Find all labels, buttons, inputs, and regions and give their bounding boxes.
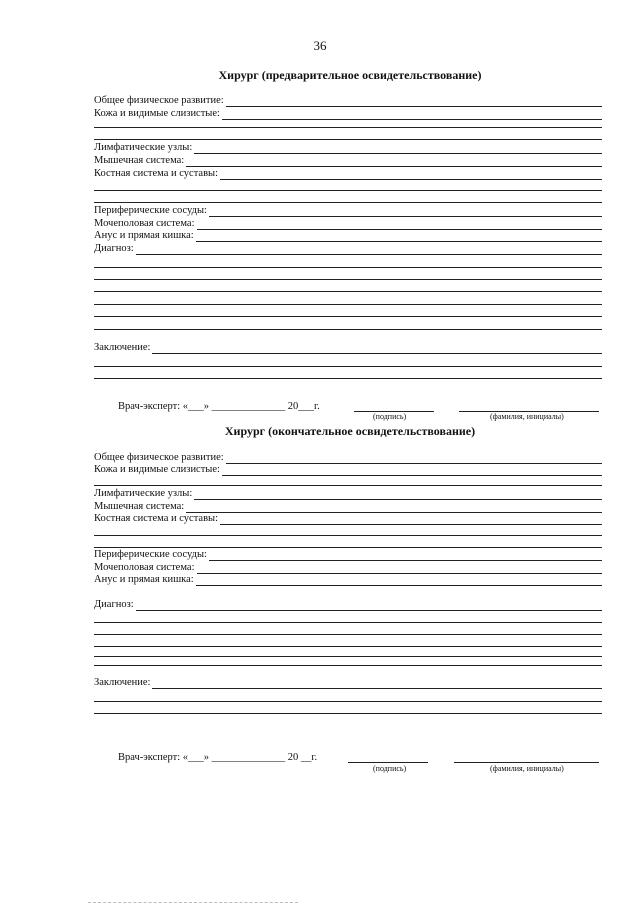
s2-skin-line-2[interactable] — [94, 485, 602, 486]
s2-skin-field[interactable] — [94, 464, 602, 477]
section2-title: Хирург (окончательное освидетельствование) — [224, 424, 476, 438]
s1-anus-label: Анус и прямая кишка: — [94, 230, 194, 241]
s2-signature-line[interactable] — [348, 762, 428, 763]
s2-skin-label: Кожа и видимые слизистые: — [94, 464, 220, 475]
s2-conclusion-line-3[interactable] — [94, 713, 602, 714]
s2-name-line[interactable] — [454, 762, 599, 763]
s1-bone-line-2[interactable] — [94, 190, 602, 191]
s2-conclusion-line-2[interactable] — [94, 701, 602, 702]
scan-artifact-line — [88, 902, 298, 903]
s2-lymph-field[interactable] — [94, 488, 602, 501]
s1-name-caption: (фамилия, инициалы) — [490, 412, 564, 421]
s2-bone-label: Костная система и суставы: — [94, 513, 219, 524]
s2-urogenital-label: Мочеполовая система: — [94, 562, 195, 573]
page-number: 36 — [313, 38, 327, 53]
s1-bone-label: Костная система и суставы: — [94, 168, 219, 179]
s1-diagnosis-line-3[interactable] — [94, 279, 602, 280]
s1-bone-field[interactable] — [94, 168, 602, 181]
s1-urogenital-label: Мочеполовая система: — [94, 218, 195, 229]
s1-anus-field[interactable] — [94, 230, 602, 243]
s2-general-label: Общее физическое развитие: — [94, 452, 224, 463]
s2-bone-field[interactable] — [94, 513, 602, 526]
s1-bone-line-3[interactable] — [94, 202, 602, 203]
s1-vessels-field[interactable] — [94, 205, 602, 218]
s2-diagnosis-field[interactable] — [94, 599, 602, 612]
s2-anus-label: Анус и прямая кишка: — [94, 574, 194, 585]
s1-diagnosis-field[interactable] — [94, 243, 602, 256]
s1-diagnosis-label: Диагноз: — [94, 243, 134, 254]
s2-diagnosis-line-6[interactable] — [94, 665, 602, 666]
s1-muscle-label: Мышечная система: — [94, 155, 185, 166]
s1-skin-label: Кожа и видимые слизистые: — [94, 108, 220, 119]
s1-conclusion-line-2[interactable] — [94, 366, 602, 367]
s2-signature-caption: (подпись) — [373, 764, 407, 773]
s1-conclusion-line-3[interactable] — [94, 378, 602, 379]
s2-diagnosis-line-2[interactable] — [94, 622, 602, 623]
s1-muscle-field[interactable] — [94, 155, 602, 168]
s1-diagnosis-line-7[interactable] — [94, 329, 602, 330]
s2-conclusion-field[interactable] — [94, 677, 602, 690]
s2-diagnosis-line-4[interactable] — [94, 646, 602, 647]
s2-muscle-label: Мышечная система: — [94, 501, 185, 512]
s2-anus-field[interactable] — [94, 574, 602, 587]
s1-expert-date[interactable]: Врач-эксперт: «___» ______________ 20___г. — [118, 401, 320, 412]
s2-bone-line-3[interactable] — [94, 547, 602, 548]
s1-signature-caption: (подпись) — [373, 412, 407, 421]
s1-conclusion-label: Заключение: — [94, 342, 151, 353]
s2-vessels-field[interactable] — [94, 549, 602, 562]
s1-conclusion-field[interactable] — [94, 342, 602, 355]
s2-diagnosis-label: Диагноз: — [94, 599, 134, 610]
s2-diagnosis-line-5[interactable] — [94, 656, 602, 657]
s1-lymph-label: Лимфатические узлы: — [94, 142, 193, 153]
s2-expert-date[interactable]: Врач-эксперт: «___» ______________ 20 __г. — [118, 752, 318, 763]
s2-vessels-label: Периферические сосуды: — [94, 549, 207, 560]
s1-lymph-field[interactable] — [94, 142, 602, 155]
s1-skin-field[interactable] — [94, 108, 602, 121]
s2-lymph-label: Лимфатические узлы: — [94, 488, 193, 499]
s1-diagnosis-line-2[interactable] — [94, 267, 602, 268]
section1-title: Хирург (предварительное освидетельствование) — [218, 68, 482, 82]
s1-diagnosis-line-4[interactable] — [94, 291, 602, 292]
s1-skin-line-3[interactable] — [94, 139, 602, 140]
s1-general-label: Общее физическое развитие: — [94, 95, 224, 106]
s2-bone-line-2[interactable] — [94, 535, 602, 536]
s2-conclusion-label: Заключение: — [94, 677, 151, 688]
s2-name-caption: (фамилия, инициалы) — [490, 764, 564, 773]
s1-vessels-label: Периферические сосуды: — [94, 205, 207, 216]
s1-general-field[interactable] — [94, 95, 602, 108]
s1-diagnosis-line-5[interactable] — [94, 304, 602, 305]
s1-skin-line-2[interactable] — [94, 127, 602, 128]
s2-diagnosis-line-3[interactable] — [94, 634, 602, 635]
s1-diagnosis-line-6[interactable] — [94, 316, 602, 317]
